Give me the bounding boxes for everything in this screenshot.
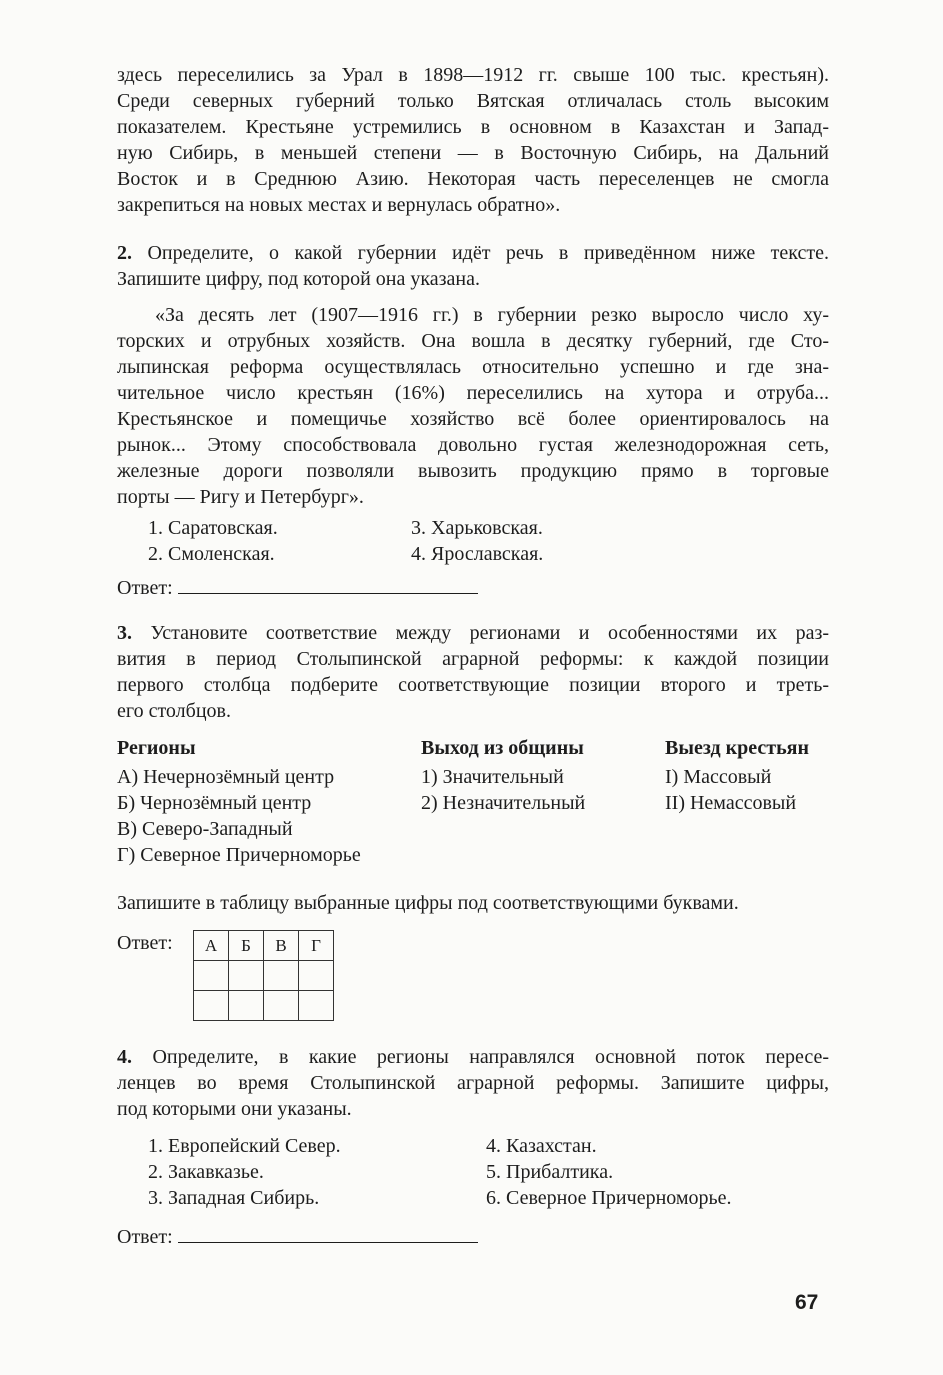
answer-cell[interactable] (299, 961, 334, 991)
departure-item: I) Массовый (665, 766, 772, 788)
option: 2. Смоленская. (148, 543, 275, 565)
question-3-prompt (117, 620, 829, 724)
answer-cell[interactable] (299, 991, 334, 1021)
answer-line-q4 (117, 1224, 478, 1250)
answer-cell[interactable] (194, 961, 229, 991)
region-item: А) Нечернозёмный центр (117, 766, 335, 788)
text-line: первого столбца подберите соответствующие позиции второго и треть- (117, 674, 829, 696)
page-number: 67 (795, 1291, 819, 1314)
option: 2. Закавказье. (148, 1161, 264, 1183)
answer-cell[interactable] (229, 961, 264, 991)
intro-paragraph (117, 62, 829, 218)
column-header-exit: Выход из общины (421, 737, 584, 759)
table-header-cell: А (194, 931, 229, 961)
answer-cell[interactable] (194, 991, 229, 1021)
text-line: порты — Ригу и Петербург». (117, 486, 364, 508)
answer-field[interactable] (178, 1224, 478, 1243)
region-item: Б) Чернозёмный центр (117, 792, 312, 814)
option: 4. Казахстан. (486, 1135, 597, 1157)
column-header-regions: Регионы (117, 737, 196, 759)
answer-cell[interactable] (264, 991, 299, 1021)
option: 3. Харьковская. (411, 517, 543, 539)
answer-label: Ответ: (117, 577, 173, 599)
answer-label: Ответ: (117, 932, 173, 954)
text-line (117, 240, 829, 266)
table-header-cell: В (264, 931, 299, 961)
exit-item: 2) Незначительный (421, 792, 586, 814)
text-line: показателем. Крестьяне устремились в основном в Казахстан и Запад- (117, 116, 829, 138)
text-line: торских и отрубных хозяйств. Она вошла в десятку губерний, где Сто- (117, 330, 829, 352)
answer-cell[interactable] (264, 961, 299, 991)
column-header-departure: Выезд крестьян (665, 737, 810, 759)
option: 1. Европейский Север. (148, 1135, 341, 1157)
text-line: ленцев во время Столыпинской аграрной реформы. Запишите цифры, (117, 1072, 829, 1094)
text-line: «За десять лет (1907—1916 гг.) в губернии резко выросло число ху- (155, 304, 829, 326)
question-2-quote (117, 302, 829, 510)
option: 3. Западная Сибирь. (148, 1187, 320, 1209)
text-line: железные дороги позволяли вывозить продукцию прямо в торговые (117, 460, 829, 482)
text-line (117, 1044, 829, 1070)
question-text: Определите, в какие регионы направлялся основной поток пересе- (152, 1046, 829, 1068)
table-header-cell: Г (299, 931, 334, 961)
answer-cell[interactable] (229, 991, 264, 1021)
text-line: вития в период Столыпинской аграрной реформы: к каждой позиции (117, 648, 829, 670)
text-line: ную Сибирь, в меньшей степени — в Восточную Сибирь, на Дальний (117, 142, 829, 164)
question-number: 2. (117, 242, 132, 264)
answer-line-q2 (117, 575, 478, 601)
option: 6. Северное Причерноморье. (486, 1187, 732, 1209)
text-line: чительное число крестьян (16%) переселились на хутора и отруба... (117, 382, 829, 404)
option: 5. Прибалтика. (486, 1161, 614, 1183)
text-line: лыпинская реформа осуществлялась относительно успешно и где зна- (117, 356, 829, 378)
text-line: Среди северных губерний только Вятская отличалась столь высоким (117, 90, 829, 112)
option: 4. Ярославская. (411, 543, 544, 565)
text-line: под которыми они указаны. (117, 1098, 352, 1120)
answer-label: Ответ: (117, 1226, 173, 1248)
region-item: Г) Северное Причерноморье (117, 844, 361, 866)
instruction: Запишите в таблицу выбранные цифры под соответствующими буквами. (117, 892, 739, 914)
text-line: Восток и в Среднюю Азию. Некоторая часть переселенцев не смогла (117, 168, 829, 190)
option: 1. Саратовская. (148, 517, 278, 539)
table-header-cell: Б (229, 931, 264, 961)
answer-field[interactable] (178, 575, 478, 594)
departure-item: II) Немассовый (665, 792, 797, 814)
question-text: Установите соответствие между регионами и особенностями их раз- (150, 622, 830, 644)
question-text: Определите, о какой губернии идёт речь в приведённом ниже тексте. (147, 242, 829, 264)
question-4-prompt (117, 1044, 829, 1122)
answer-table (193, 930, 334, 1021)
text-line: закрепиться на новых местах и вернулась обратно». (117, 194, 561, 216)
text-line: его столбцов. (117, 700, 231, 722)
question-number: 4. (117, 1046, 132, 1068)
region-item: В) Северо-Западный (117, 818, 293, 840)
text-line: здесь переселились за Урал в 1898—1912 гг. свыше 100 тыс. крестьян). (117, 64, 829, 86)
text-line: Крестьянское и помещичье хозяйство всё более ориентировалось на (117, 408, 829, 430)
question-number: 3. (117, 622, 132, 644)
text-line: Запишите цифру, под которой она указана. (117, 268, 481, 290)
text-line (117, 620, 829, 646)
text-line: рынок... Этому способствовала довольно густая железнодорожная сеть, (117, 434, 829, 456)
exit-item: 1) Значительный (421, 766, 564, 788)
question-2-prompt (117, 240, 829, 292)
